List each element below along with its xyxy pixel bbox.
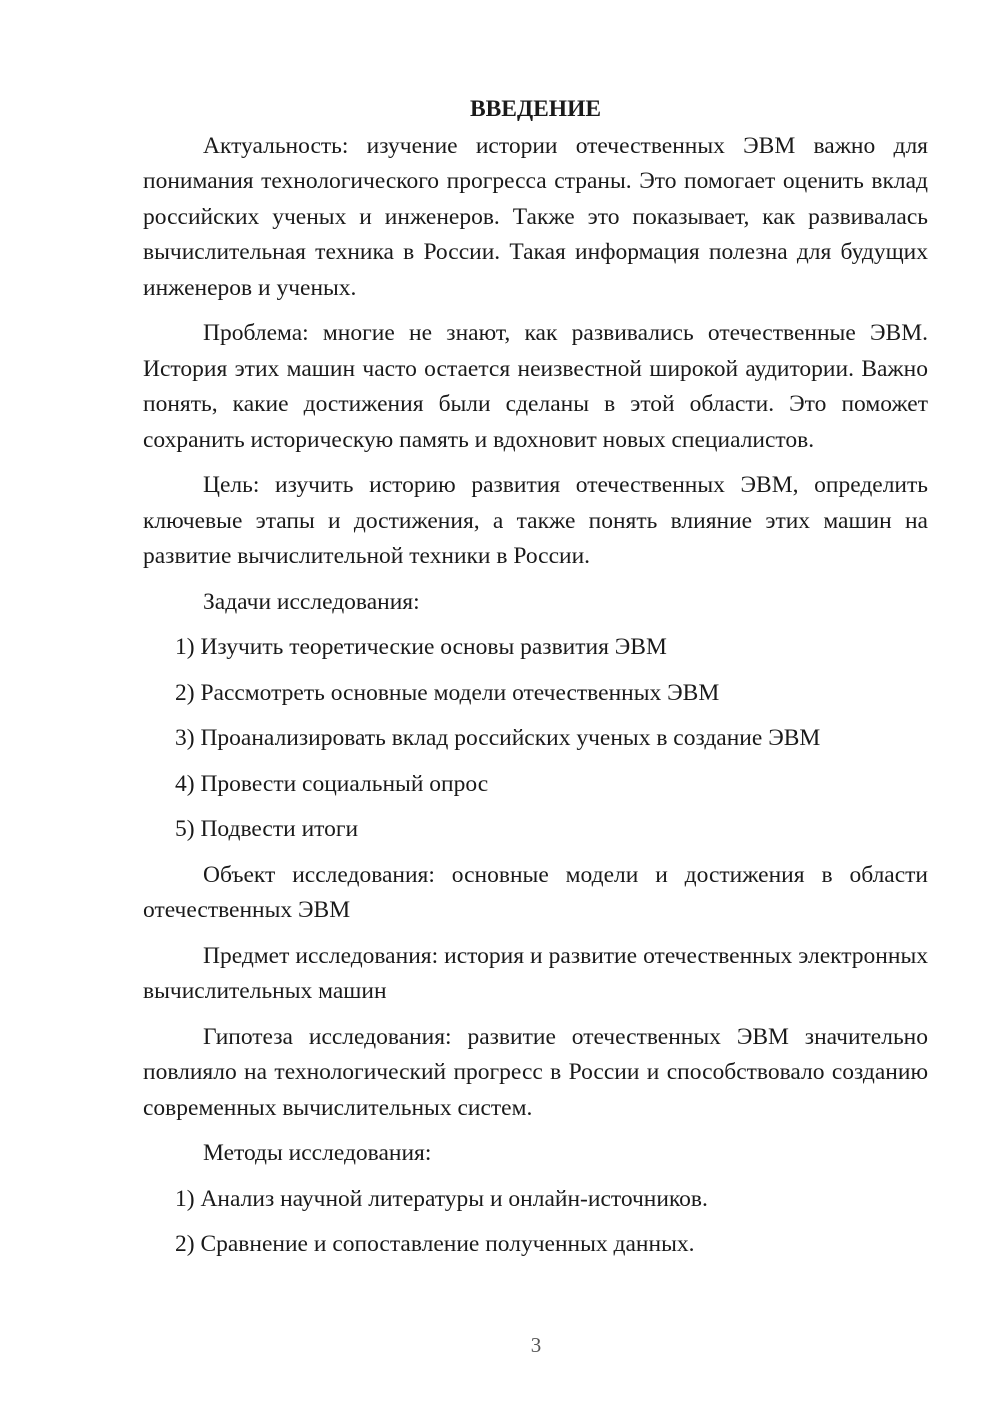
list-item-method-2: 2) Сравнение и сопоставление полученных данных. (175, 1231, 695, 1257)
list-item-task-5: 5) Подвести итоги (175, 816, 359, 842)
list-item-task-3: 3) Проанализировать вклад российских ученых в создание ЭВМ (175, 725, 821, 751)
page-content (143, 92, 928, 1273)
methods-heading: Методы исследования: (203, 1140, 432, 1166)
paragraph-object: Объект исследования: основные модели и достижения в области отечественных ЭВМ (143, 861, 928, 923)
paragraph-hypothesis: Гипотеза исследования: развитие отечественных ЭВМ значительно повлияло на технологический прогресс в России и способствовало созданию современных вычислительных систем. (143, 1023, 928, 1121)
page-number: 3 (530, 1333, 542, 1357)
paragraph-relevance: Актуальность: изучение истории отечественных ЭВМ важно для понимания технологического прогресса страны. Это помогает оценить вклад российских ученых и инженеров. Также это показывает, как развивалась вычислительная техника в России. Такая информация полезна для будущих инженеров и ученых. (143, 132, 928, 301)
list-item-task-2: 2) Рассмотреть основные модели отечественных ЭВМ (175, 679, 720, 706)
methods-list (143, 1182, 928, 1263)
list-item-method-1: 1) Анализ научной литературы и онлайн-источников. (175, 1185, 708, 1212)
list-item-task-4: 4) Провести социальный опрос (175, 770, 489, 797)
list-item-task-1: 1) Изучить теоретические основы развития ЭВМ (175, 634, 667, 660)
page-title: ВВЕДЕНИЕ (469, 96, 602, 122)
tasks-list (143, 630, 928, 848)
paragraph-problem: Проблема: многие не знают, как развивались отечественные ЭВМ. История этих машин часто остается неизвестной широкой аудитории. Важно понять, какие достижения были сделаны в этой области. Это поможет сохранить историческую память и вдохновит новых специалистов. (143, 320, 928, 453)
tasks-heading: Задачи исследования: (203, 588, 420, 615)
paragraph-subject: Предмет исследования: история и развитие отечественных электронных вычислительных машин (143, 942, 928, 1004)
paragraph-goal: Цель: изучить историю развития отечественных ЭВМ, определить ключевые этапы и достижения, а также понять влияние этих машин на развитие вычислительной техники в России. (143, 472, 928, 569)
